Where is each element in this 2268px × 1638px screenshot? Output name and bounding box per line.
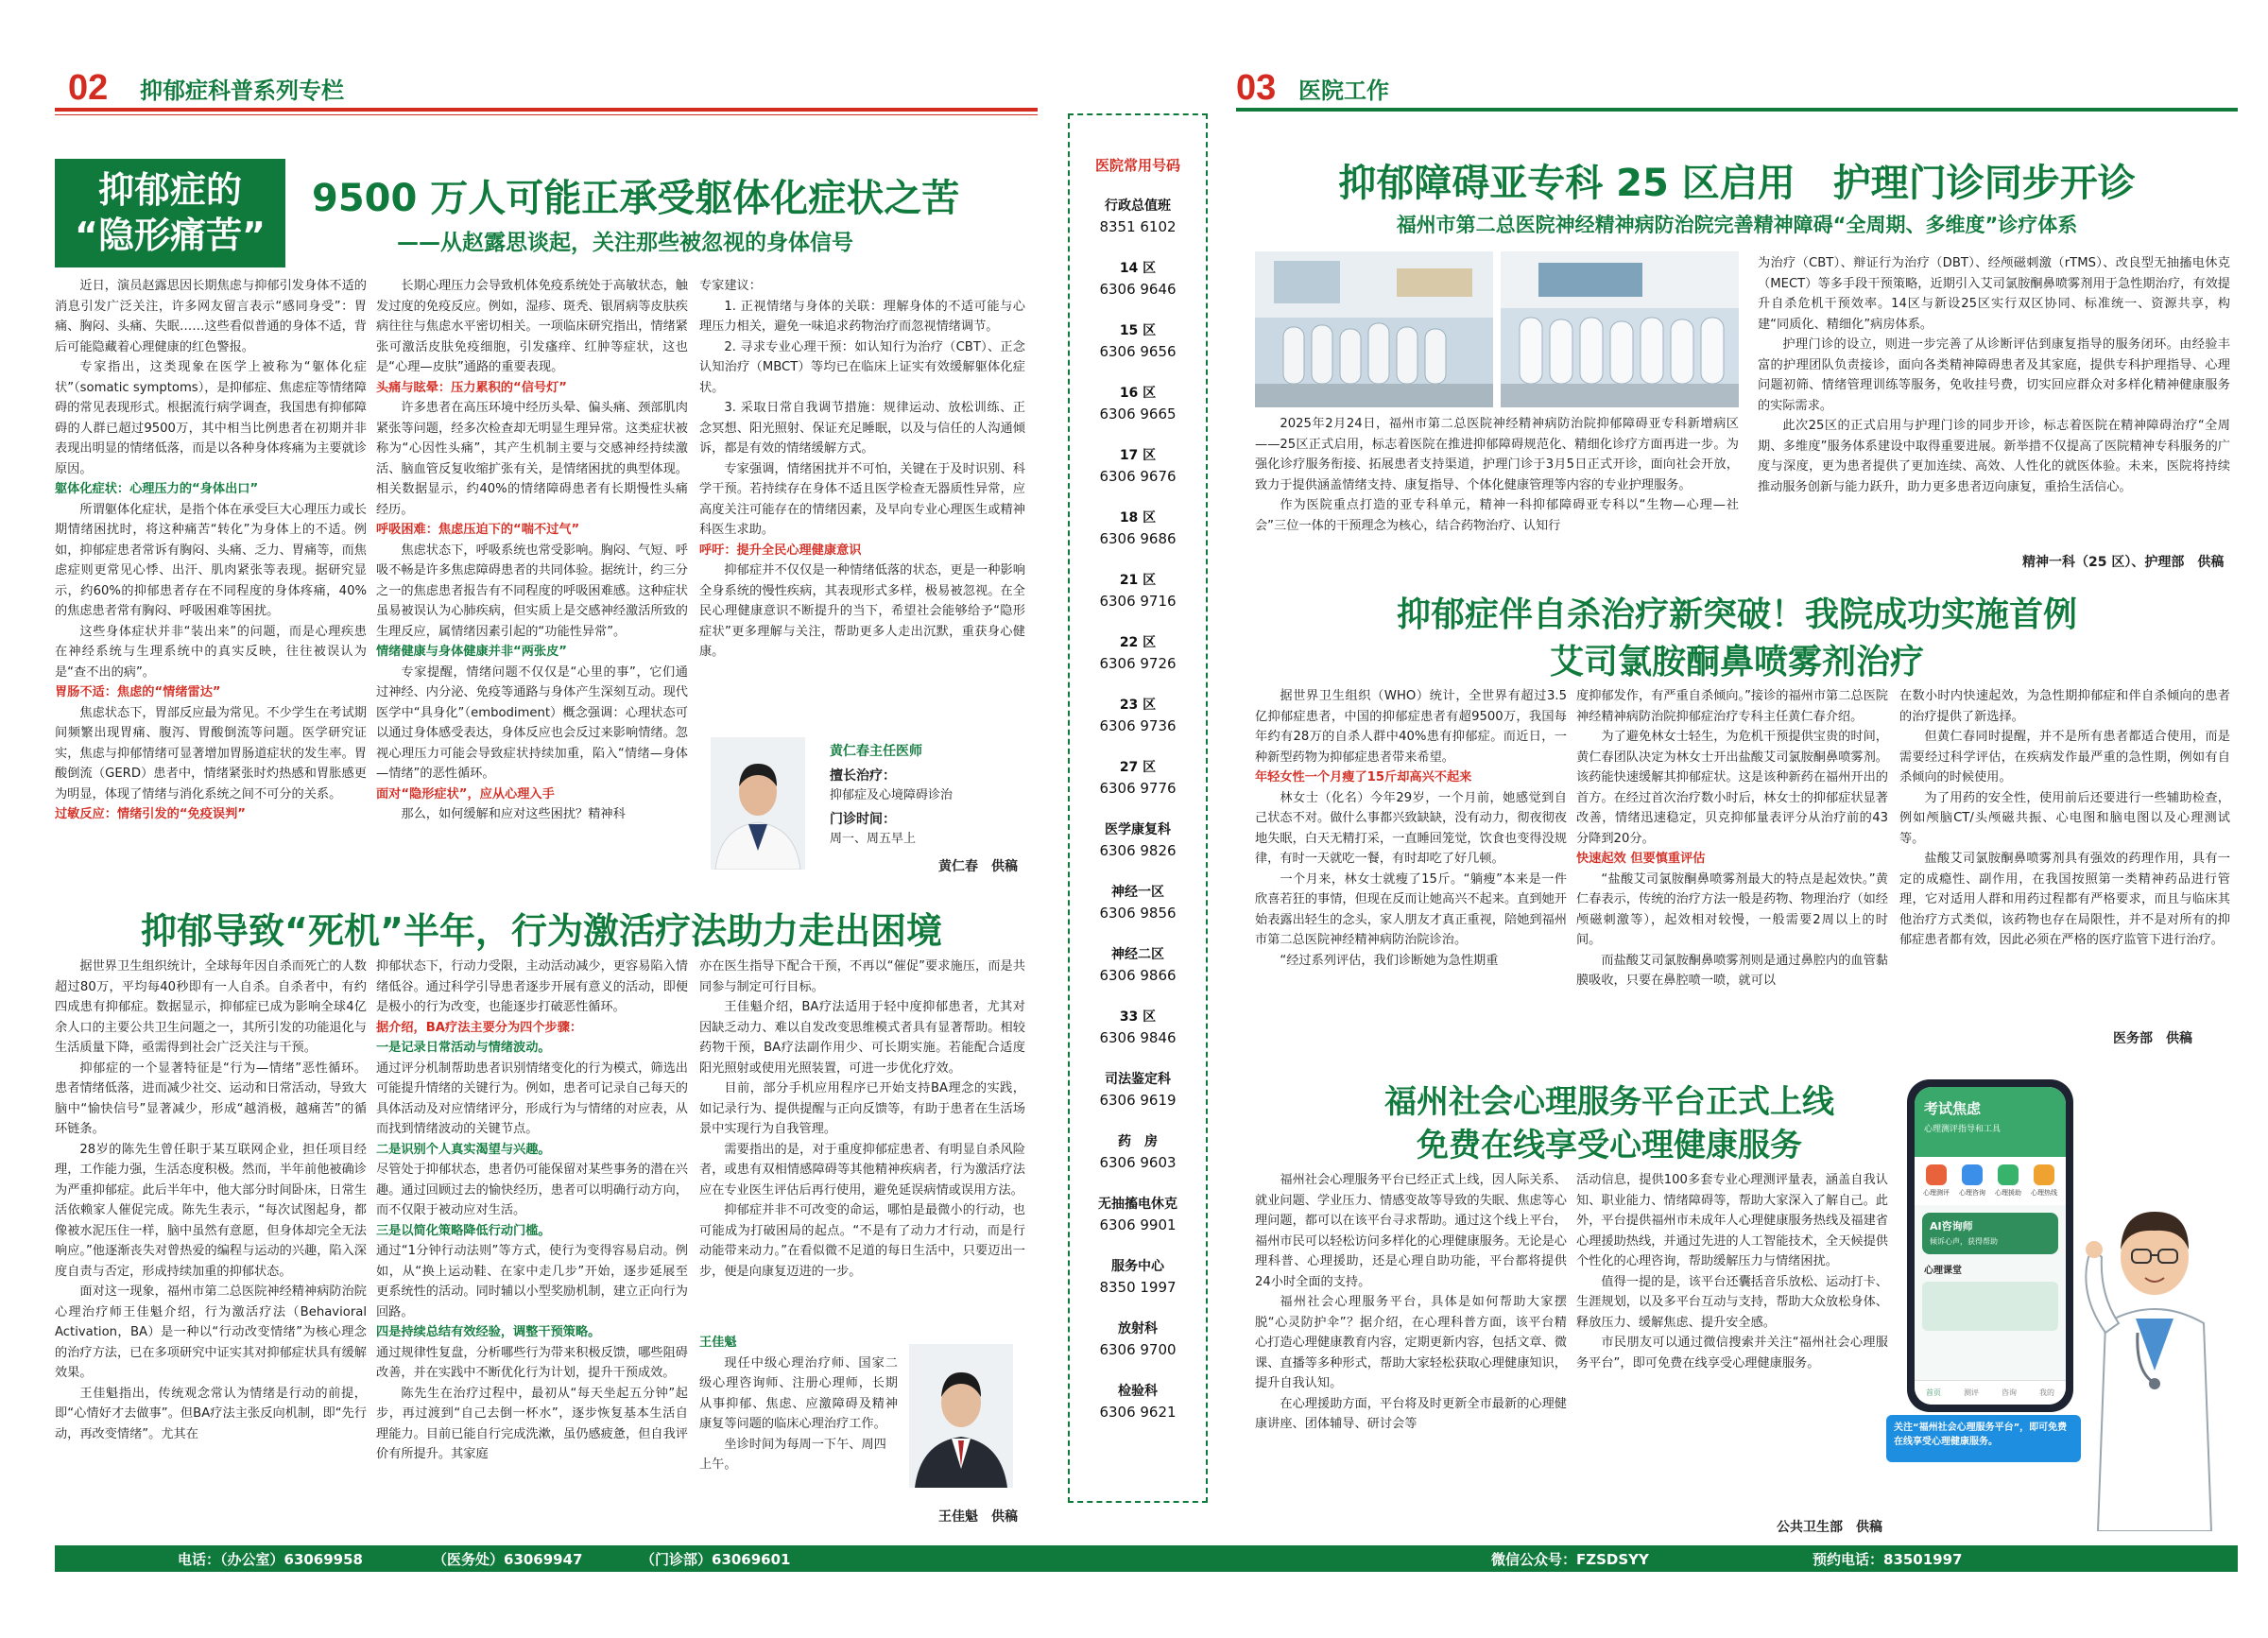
paragraph: 林女士（化名）今年29岁，一个月前，她感觉到自己状态不对。做什么事都兴致缺缺，没有动力，彻夜彻夜地失眠，白天无精打采，一直睡回笼觉，饮食也变得没规律，有时一天就吃一餐，有时却吃了好几顿。 — [1255, 790, 1567, 866]
article4-col3 — [1899, 686, 2230, 1008]
phone-entry — [1070, 819, 1206, 861]
phone-entry — [1070, 757, 1206, 799]
article5-title-line2: 免费在线享受心理健康服务 — [1417, 1127, 1802, 1164]
phone-entry-number: 6306 9726 — [1099, 655, 1177, 672]
paragraph: 值得一提的是，该平台还囊括音乐放松、运动打卡、生涯规划，以及多平台互动与支持，帮助大众放松身体、释放压力、缓解焦虑、提升安全感。 — [1576, 1274, 1888, 1330]
section-heading: 三是以简化策略降低行动门槛。 — [376, 1223, 551, 1238]
phone-entry-number: 6306 9846 — [1099, 1029, 1177, 1046]
app-header-title: 考试焦虑 — [1924, 1100, 1982, 1117]
article1-col3 — [699, 276, 1025, 718]
phone-entry-label: 21 区 — [1119, 573, 1157, 588]
paragraph: 抑郁症并不仅仅是一种情绪低落的状态，更是一种影响全身系统的慢性疾病，其表现形式多样，极易被忽视。在全民心理健康意识不断提升的当下，希望社会能够给予“隐形症状”更多理解与关注，帮助更多人走出沉默，重获身心健康。 — [699, 563, 1025, 659]
phone-entry-number: 6306 9826 — [1099, 842, 1177, 859]
phone-entry-label: 放射科 — [1118, 1321, 1158, 1336]
doctor-photo-wang — [909, 1344, 1013, 1488]
app-menu-item[interactable] — [1918, 1164, 1954, 1198]
phone-entry — [1070, 882, 1206, 923]
phone-entry-label: 神经一区 — [1111, 885, 1164, 900]
paragraph: 为了避免林女士轻生，为危机干预提供宝贵的时间，黄仁春团队决定为林女士开出盐酸艾司氯胺酮鼻喷雾剂。该药能快速缓解其抑郁症状。这是该种新药在福州开出的首方。在经过首次治疗数小时后，林女士的抑郁症状显著改善，情绪迅速稳定，贝克抑郁量表评分从治疗前的43分降到20分。 — [1576, 730, 1888, 846]
phone-entry — [1070, 1131, 1206, 1173]
paragraph: 2. 寻求专业心理干预：如认知行为治疗（CBT）、正念认知治疗（MBCT）等均已在临床上证实有效缓解躯体化症状。 — [699, 339, 1025, 395]
article1-subtitle: ——从赵露思谈起，关注那些被忽视的身体信号 — [397, 231, 853, 255]
phone-entry-label: 医学康复科 — [1105, 822, 1171, 837]
doctor-spec-label: 擅长治疗： — [830, 768, 896, 784]
app-course-banner[interactable] — [1922, 1282, 2058, 1331]
phone-entry-number: 6306 9866 — [1099, 967, 1177, 984]
paragraph: 抑郁症并非不可改变的命运，哪怕是最微小的行动，也可能成为打破困局的起点。“不是有了动力才行动，而是行动能带来动力。”在看似微不足道的每日生活中，只要迈出一步，便是向康复迈进的一步。 — [699, 1203, 1025, 1279]
paragraph: 通过评分机制帮助患者识别情绪变化的行为模式，筛选出可能提升情绪的关键行为。例如，患者可记录自己每天的具体活动及对应情绪评分，形成行为与情绪的对应表，从而找到情绪波动的关键节点。 — [376, 1060, 688, 1136]
phone-directory-list — [1070, 196, 1206, 1422]
section-heading: 一是记录日常活动与情绪波动。 — [376, 1041, 551, 1055]
paragraph: 抑郁状态下，行动力受限，主动活动减少，更容易陷入情绪低谷。通过科学引导患者逐步开展有意义的活动，即便是极小的行为改变，也能逐步打破恶性循环。 — [376, 959, 688, 1014]
paragraph: “盐酸艾司氯胺酮鼻喷雾剂最大的特点是起效快。”黄仁春表示，传统的治疗方法一般是药物、物理治疗（如经颅磁刺激等），起效相对较慢，一般需要2周以上的时间。 — [1576, 871, 1888, 947]
phone-entry — [1070, 1381, 1206, 1422]
phone-entry — [1070, 445, 1206, 487]
section-heading: 呼吸困难：焦虑压迫下的“喘不过气” — [376, 523, 580, 537]
paragraph: “经过系列评估，我们诊断她为急性期重 — [1280, 953, 1499, 968]
phone-entry-label: 17 区 — [1119, 448, 1157, 463]
app-ai-card-title: AI咨询师 — [1930, 1220, 1973, 1233]
paragraph: 王佳魁指出，传统观念常认为情绪是行动的前提，即“心情好才去做事”。但BA疗法主张反向机制，即“先行动，再改变情绪”。尤其在 — [55, 1386, 367, 1441]
section-heading: 过敏反应：情绪引发的“免疫误判” — [55, 807, 246, 821]
paragraph: 28岁的陈先生曾任职于某互联网企业，担任项目经理，工作能力强，生活态度积极。然而，半年前他被确诊为严重抑郁症。此后半年中，他大部分时间卧床，日常生活依赖家人催促完成。陈先生表示，“每次试图起身，都像被水泥压住一样，脑中虽然有意愿，但身体却完全无法响应。”他逐渐丧失对曾热爱的编程与运动的兴趣，陷入深度自责与否定，形成持续加重的抑郁状态。 — [55, 1142, 367, 1279]
cartoon-doctor — [2079, 1134, 2230, 1531]
footer-phone-office: 电话：（办公室）63069958 — [178, 1551, 363, 1568]
paragraph: 据世界卫生组织统计，全球每年因自杀而死亡的人数超过80万，平均每40秒即有一人自杀。自杀者中，有约四成患有抑郁症。数据显示，抑郁症已成为影响全球4亿余人口的主要公共卫生问题之一，其所引发的功能退化与生活质量下降，亟需得到社会广泛关注与干预。 — [55, 959, 367, 1055]
article3-subtitle: 福州市第二总医院神经精神病防治院完善精神障碍“全周期、多维度”诊疗体系 — [1396, 214, 2078, 236]
app-ai-card-subtitle: 倾诉心声，获得帮助 — [1930, 1237, 1998, 1246]
section-heading: 四是持续总结有效经验，调整干预策略。 — [376, 1325, 601, 1339]
right-page-number: 03 — [1236, 68, 1277, 108]
article5-col2 — [1576, 1170, 1888, 1416]
paragraph: 长期心理压力会导致机体免疫系统处于高敏状态，触发过度的免疫反应。例如，湿疹、斑秃、银屑病等皮肤疾病往往与焦虑水平密切相关。一项临床研究指出，情绪紧张可激活皮肤免疫细胞，引发瘙痒、红肿等症状，这也是“心理—皮肤”通路的重要表现。 — [376, 279, 688, 374]
paragraph: 在数小时内快速起效，为急性期抑郁症和伴自杀倾向的患者的治疗提供了新选择。 — [1899, 689, 2230, 724]
app-menu-item[interactable] — [1990, 1164, 2026, 1198]
doctor-spec: 抑郁症及心境障碍诊治 — [830, 788, 954, 802]
phone-entry — [1070, 695, 1206, 736]
app-menu-grid — [1915, 1157, 2066, 1205]
doctor-portrait-icon — [711, 737, 805, 870]
footer-bar — [55, 1545, 2238, 1572]
paragraph: 焦虑状态下，胃部反应最为常见。不少学生在考试期间频繁出现胃痛、腹泻、胃酸倒流等问题。医学研究证实，焦虑与抑郁情绪可显著增加胃肠道症状的发生率。胃酸倒流（GERD）患者中，情绪紧张时灼热感和胃胀感更为明显，体现了情绪与消化系统之间不可分的关系。 — [55, 705, 367, 802]
section-heading: 胃肠不适：焦虑的“情绪雷达” — [55, 685, 221, 699]
article4-title-line2: 艾司氯胺酮鼻喷雾剂治疗 — [1549, 643, 1924, 681]
phone-entry-label: 14 区 — [1119, 261, 1157, 276]
phone-entry-number: 8350 1997 — [1099, 1279, 1177, 1296]
phone-entry-label: 18 区 — [1119, 510, 1157, 526]
phone-entry-number: 6306 9621 — [1099, 1404, 1177, 1421]
paragraph: 通过规律性复盘，分析哪些行为带来积极反馈，哪些阻碍改善，并在实践中不断优化行为计划，提升干预成效。 — [376, 1345, 688, 1380]
paragraph: 面对这一现象，福州市第二总医院神经精神病防治院心理治疗师王佳魁介绍，行为激活疗法（Behavioral Activation，BA）是一种以“行动改变情绪”为核心理念的治疗方法，已在多项研究中证实其对抑郁症状具有缓解效果。 — [55, 1285, 367, 1380]
phone-entry-number: 6306 9656 — [1099, 343, 1177, 360]
paragraph: 通过“1分钟行动法则”等方式，使行为变得容易启动。例如，从“换上运动鞋、在家中走几步”开始，逐步延展至更系统性的活动。同时辅以小型奖励机制，建立正向行为回路。 — [376, 1244, 688, 1319]
paragraph: 盐酸艾司氯胺酮鼻喷雾剂具有强效的药理作用，具有一定的成瘾性、副作用，在我国按照第一类精神药品进行管理，它对适用人群和用药过程都有严格要求，而且与临床其他治疗方式类似，该药物也存在局限性，并不是对所有的抑郁症患者都有效，因此必须在严格的医疗监管下进行治疗。 — [1899, 852, 2230, 947]
right-page-title: 医院工作 — [1298, 78, 1389, 104]
phone-entry-number: 6306 9676 — [1099, 468, 1177, 485]
badge-box — [55, 159, 285, 267]
doctor-bio-wang: 现任中级心理治疗师、国家二级心理咨询师、注册心理师，长期从事抑郁、焦虑、应激障碍及精神康复等问题的临床心理治疗工作。 — [699, 1355, 898, 1431]
app-nav-tab[interactable]: 咨询 — [2002, 1388, 2017, 1397]
paragraph: 而盐酸艾司氯胺酮鼻喷雾剂则是通过鼻腔内的血管黏膜吸收，只要在鼻腔喷一喷，就可以 — [1576, 953, 1888, 988]
paragraph: 活动信息，提供100多套专业心理测评量表，涵盖自我认知、职业能力、情绪障碍等，帮助大家深入了解自己。此外，平台提供福州市未成年人心理健康服务热线及福建省心理援助热线，并通过先进的人工智能技术，全天候提供个性化的心理咨询，帮助缓解压力与情绪困扰。 — [1576, 1173, 1888, 1268]
article2-col1 — [55, 957, 367, 1535]
doctor-photo-huang — [711, 737, 805, 870]
phone-entry — [1070, 1256, 1206, 1298]
left-page-number: 02 — [68, 68, 109, 108]
paragraph: 护理门诊的设立，则进一步完善了从诊断评估到康复指导的服务闭环。由经验丰富的护理团队负责接诊，面向各类精神障碍患者及其家庭，提供专科护理指导、心理问题初筛、情绪管理训练等服务，免收挂号费，切实回应群众对多样化精神健康服务的实际需求。 — [1758, 337, 2230, 413]
paragraph: 一个月来，林女士就瘦了15斤。“躺瘦”本来是一件欣喜若狂的事情，但现在反而让她高兴不起来。直到她开始表露出轻生的念头，家人朋友才真正重视，陪她到福州市第二总医院神经精神病防治院诊治。 — [1255, 871, 1567, 947]
paragraph: 许多患者在高压环境中经历头晕、偏头痛、颈部肌肉紧张等问题，经多次检查却无明显生理异常。这类症状被称为“心因性头痛”，其产生机制主要与交感神经持续激活、脑血管反复收缩扩张有关，是情绪困扰的典型体现。相关数据显示，约40%的情绪障碍患者有长期慢性头痛经历。 — [376, 401, 688, 517]
app-bottom-nav — [1915, 1380, 2066, 1405]
article3-credit: 精神一科（25 区）、护理部 供稿 — [2022, 555, 2225, 570]
app-ai-card[interactable] — [1922, 1213, 2058, 1254]
app-menu-label: 心理热线 — [2031, 1189, 2057, 1197]
article2-title: 抑郁导致“死机”半年，行为激活疗法助力走出困境 — [141, 910, 942, 952]
article3-title: 抑郁障碍亚专科 25 区启用 护理门诊同步开诊 — [1338, 162, 2136, 205]
section-heading: 年轻女性一个月瘦了15斤却高兴不起来 — [1255, 770, 1472, 785]
phone-entry — [1070, 1007, 1206, 1048]
paragraph: 2025年2月24日，福州市第二总医院神经精神病防治院抑郁障碍亚专科新增病区——25区正式启用，标志着医院在推进抑郁障碍规范化、精细化诊疗方面再进一步。为强化诊疗服务衔接、拓展患者支持渠道，护理门诊于3月5日正式开诊，面向社会开放，致力于提供涵盖情绪支持、康复指导、个体化健康管理等内容的专业护理服务。 — [1255, 417, 1739, 492]
phone-entry — [1070, 196, 1206, 237]
paragraph: 3. 采取日常自我调节措施：规律运动、放松训练、正念冥想、阳光照射、保证充足睡眠，以及与信任的人沟通倾诉，都是有效的情绪缓解方式。 — [699, 401, 1025, 456]
doctor-time: 周一、周五早上 — [830, 832, 917, 846]
app-menu-icon — [1962, 1164, 1983, 1185]
paragraph: 那么，如何缓解和应对这些困扰？精神科 — [401, 807, 626, 821]
section-heading: 躯体化症状：心理压力的“身体出口” — [55, 482, 259, 496]
phone-entry-number: 6306 9736 — [1099, 717, 1177, 734]
paragraph: 为治疗（CBT）、辩证行为治疗（DBT）、经颅磁刺激（rTMS）、改良型无抽搐电休克（MECT）等多手段干预策略，近期引入艾司氯胺酮鼻喷雾剂用于急性期治疗，有效提升自杀危机干预效率。14区与新设25区实行双区协同、标准统一、资源共享，构建“同质化、精细化”病房体系。 — [1758, 256, 2230, 332]
phone-entry-label: 23 区 — [1119, 698, 1157, 713]
article3-col-right — [1758, 253, 2230, 548]
article1-col1 — [55, 276, 367, 879]
doctor-portrait-icon — [909, 1344, 1013, 1488]
section-heading: 快速起效 但要慎重评估 — [1576, 852, 1706, 866]
doctor-card-huang — [699, 728, 1025, 879]
phone-entry-number: 6306 9619 — [1099, 1092, 1177, 1109]
article2-credit: 王佳魁 供稿 — [938, 1509, 1018, 1525]
app-nav-tab[interactable]: 测评 — [1964, 1388, 1979, 1397]
left-header-rule-thin — [55, 114, 1038, 115]
doctor-time-label: 门诊时间： — [830, 812, 896, 827]
phone-entry-label: 33 区 — [1119, 1009, 1157, 1025]
left-header-rule — [55, 108, 1038, 112]
ward-photo-2 — [1501, 251, 1739, 407]
article5-credit: 公共卫生部 供稿 — [1777, 1520, 1882, 1535]
phone-entry-label: 无抽搐电休克 — [1098, 1197, 1177, 1212]
phone-entry-label: 药 房 — [1118, 1134, 1158, 1149]
article2-col3 — [699, 957, 1025, 1325]
phone-entry-number: 6306 9646 — [1099, 281, 1177, 298]
phone-entry-number: 6306 9856 — [1099, 905, 1177, 922]
nursing-clinic-image — [1501, 251, 1739, 407]
paragraph: 尽管处于抑郁状态，患者仍可能保留对某些事务的潜在兴趣。通过回顾过去的愉快经历，患者可以明确行动方向，而不仅限于被动应对生活。 — [376, 1163, 688, 1217]
article3-col-left — [1255, 414, 1739, 575]
cartoon-doctor-icon — [2079, 1134, 2230, 1531]
section-heading: 面对“隐形症状”，应从心理入手 — [376, 786, 555, 802]
doctor-info-wang — [699, 1333, 898, 1475]
doctor-time-wang: 坐诊时间为每周一下午、周四上午。 — [699, 1437, 886, 1472]
article2-col2 — [376, 957, 688, 1535]
phone-entry-label: 检验科 — [1118, 1384, 1158, 1399]
paragraph: 作为医院重点打造的亚专科单元，精神一科抑郁障碍亚专科以“生物—心理—社会”三位一体的干预理念为核心，结合药物治疗、认知行 — [1255, 498, 1739, 533]
phone-entry-label: 15 区 — [1119, 323, 1157, 338]
article4-col1 — [1255, 686, 1567, 1049]
phone-entry-label: 服务中心 — [1111, 1259, 1164, 1274]
ward-opening-image — [1255, 251, 1493, 407]
app-menu-label: 心理援助 — [1995, 1189, 2021, 1197]
phone-entry — [1070, 1319, 1206, 1360]
paragraph: 专家提醒，情绪问题不仅仅是“心里的事”，它们通过神经、内分泌、免疫等通路与身体产生深刻互动。现代医学中“具身化”（embodiment）概念强调：心理状态可以通过身体感受表达，身体反应也会反过来影响情绪。忽视心理压力可能会导致症状持续加重，陷入“情绪—身体—情绪”的恶性循环。 — [376, 664, 688, 781]
paragraph: 但黄仁春同时提醒，并不是所有患者都适合使用，而是需要经过科学评估，在疾病发作最严重的急性期，例如有自杀倾向的时候使用。 — [1899, 730, 2230, 785]
phone-entry-number: 6306 9901 — [1099, 1216, 1177, 1233]
article1-credit: 黄仁春 供稿 — [938, 859, 1018, 874]
section-heading: 情绪健康与身体健康并非“两张皮” — [376, 645, 567, 659]
paragraph: 王佳魁介绍，BA疗法适用于轻中度抑郁患者，尤其对因缺乏动力、难以自发改变思维模式者具有显著帮助。相较药物干预，BA疗法副作用少、可长期实施。若能配合适度阳光照射或使用光照装置，可进一步优化疗效。 — [699, 1000, 1025, 1076]
paragraph: 这些身体症状并非“装出来”的问题，而是心理疾患在神经系统与生理系统中的真实反映，往往被误认为是“查不出的病”。 — [55, 624, 367, 680]
paragraph: 此次25区的正式启用与护理门诊的同步开诊，标志着医院在精神障碍治疗“全周期、多维度”服务体系建设中取得重要进展。新举措不仅提高了医院精神专科服务的广度与深度，更为患者提供了更加连续、高效、人性化的就医体验。未来，医院将持续推动服务创新与能力跃升，助力更多患者迈向康复，重拾生活信心。 — [1758, 419, 2230, 494]
article1-col2 — [376, 276, 688, 879]
paragraph: 为了用药的安全性，使用前后还要进行一些辅助检查，例如颅脑CT/头颅磁共振、心电图和脑电图以及心理测试等。 — [1899, 790, 2230, 846]
section-heading: 头痛与眩晕：压力累积的“信号灯” — [376, 380, 567, 395]
doctor-name-huang: 黄仁春主任医师 — [830, 744, 922, 759]
paragraph: 福州社会心理服务平台已经正式上线，因人际关系、就业问题、学业压力、情感变故等导致的失眠、焦虑等心理问题，都可以在该平台寻求帮助。通过这个线上平台，福州市民可以轻松访问多样化的心理健康服务。无论是心理科普、心理援助，还是心理自助功能，平台都将提供24小时全面的支持。 — [1255, 1173, 1567, 1289]
phone-entry-number: 6306 9716 — [1099, 593, 1177, 610]
app-screen — [1915, 1087, 2066, 1405]
phone-entry — [1070, 632, 1206, 674]
app-menu-icon — [1926, 1164, 1947, 1185]
phone-entry-number: 6306 9686 — [1099, 530, 1177, 547]
paragraph: 亦在医生指导下配合干预，不再以“催促”要求施压，而是共同参与制定可行目标。 — [699, 959, 1025, 994]
doctor-card-wang — [699, 1333, 1025, 1535]
phone-entry-label: 22 区 — [1119, 635, 1157, 650]
paragraph: 专家指出，这类现象在医学上被称为“躯体化症状”（somatic symptoms），是抑郁症、焦虑症等情绪障碍的常见表现形式。根据流行病学调查，我国患有抑郁障碍的人群已超过9500万，其中相当比例患者在初期并非表现出明显的情绪低落，而是以各种身体疼痛为主要就诊原因。 — [55, 360, 367, 476]
phone-entry — [1070, 1194, 1206, 1235]
article1-title: 9500 万人可能正承受躯体化症状之苦 — [312, 177, 960, 220]
article4-credit: 医务部 供稿 — [2113, 1031, 2192, 1046]
article5-col1 — [1255, 1170, 1567, 1535]
app-header-subtitle: 心理测评指导和工具 — [1924, 1125, 2002, 1134]
badge-line1: 抑郁症的 — [97, 169, 242, 211]
badge-line2: “隐形痛苦” — [75, 215, 266, 256]
ward-photo-1 — [1255, 251, 1493, 407]
app-menu-label: 心理咨询 — [1959, 1189, 1985, 1197]
paragraph: 所谓躯体化症状，是指个体在承受巨大心理压力或长期情绪困扰时，将这种痛苦“转化”为身体上的不适。例如，抑郁症患者常诉有胸闷、头痛、乏力、胃痛等，而焦虑症则更常见心悸、出汗、肌肉紧张等表现。据研究显示，约60%的抑郁患者存在不同程度的身体疼痛，40%的焦虑患者常有胸闷、呼吸困难等困扰。 — [55, 502, 367, 618]
phone-entry-label: 行政总值班 — [1105, 198, 1171, 214]
phone-entry-number: 6306 9700 — [1099, 1341, 1177, 1358]
phone-entry-label: 司法鉴定科 — [1105, 1072, 1171, 1087]
phone-entry — [1070, 508, 1206, 549]
footer-phone-medical: （医务处）63069947 — [433, 1551, 583, 1568]
doctor-name-wang: 王佳魁 — [699, 1336, 737, 1350]
phone-entry — [1070, 320, 1206, 362]
phone-entry-number: 8351 6102 — [1099, 218, 1177, 235]
section-heading: 呼吁：提升全民心理健康意识 — [699, 543, 862, 558]
article4-col2 — [1576, 686, 1888, 1049]
paragraph: 1. 正视情绪与身体的关联：理解身体的不适可能与心理压力相关，避免一味追求药物治疗而忽视情绪调节。 — [699, 299, 1025, 334]
paragraph: 福州社会心理服务平台，具体是如何帮助大家摆脱“心灵防护伞”？据介绍，在心理科普方面，该平台精心打造心理健康教育内容，定期更新内容，包括文章、微课、直播等多种形式，帮助大家轻松获取心理健康知识，提升自我认知。 — [1255, 1295, 1567, 1390]
footer-phone-clinic: （门诊部）63069601 — [641, 1551, 791, 1568]
phone-entry-number: 6306 9665 — [1099, 405, 1177, 422]
app-phone-mockup — [1907, 1079, 2073, 1412]
left-page-title: 抑郁症科普系列专栏 — [140, 78, 344, 104]
phone-directory-title: 医院常用号码 — [1094, 157, 1180, 174]
phone-entry — [1070, 944, 1206, 986]
footer-wechat: 微信公众号：FZSDSYY — [1491, 1551, 1649, 1568]
phone-entry-number: 6306 9776 — [1099, 780, 1177, 797]
paragraph: 抑郁症的一个显著特征是“行为—情绪”恶性循环。患者情绪低落，进而减少社交、运动和日常活动，导致大脑中“愉快信号”显著减少，形成“越消极，越痛苦”的循环链条。 — [55, 1060, 367, 1136]
app-menu-label: 心理测评 — [1923, 1189, 1950, 1197]
app-header — [1915, 1087, 2066, 1157]
app-promo-banner: 关注“福州社会心理服务平台”，即可免费在线享受心理健康服务。 — [1886, 1415, 2081, 1462]
app-menu-icon — [2034, 1164, 2054, 1185]
phone-directory — [1068, 113, 1208, 1503]
paragraph: 目前，部分手机应用程序已开始支持BA理念的实践，如记录行为、提供提醒与正向反馈等，有助于患者在生活场景中实现行为自我管理。 — [699, 1081, 1025, 1136]
phone-entry-label: 神经二区 — [1111, 947, 1164, 962]
app-menu-item[interactable] — [2026, 1164, 2062, 1198]
paragraph: 焦虑状态下，呼吸系统也常受影响。胸闷、气短、呼吸不畅是许多焦虑障碍患者的共同体验。据统计，约三分之一的焦虑患者报告有不同程度的呼吸困难感。这种症状虽易被误认为心肺疾病，但实质上是交感神经激活所致的生理反应，属情绪因素引起的“功能性异常”。 — [376, 543, 688, 639]
app-section-title: 心理课堂 — [1924, 1266, 1962, 1276]
phone-entry — [1070, 383, 1206, 424]
article4-title-line1: 抑郁症伴自杀治疗新突破！我院成功实施首例 — [1396, 595, 2077, 634]
phone-entry — [1070, 258, 1206, 300]
paragraph: 据世界卫生组织（WHO）统计，全世界有超过3.5亿抑郁症患者，中国的抑郁症患者有超9500万，我国每年约有28万的自杀人群中40%患有抑郁症。而近日，一种新型药物为抑郁症患者带来希望。 — [1255, 689, 1567, 765]
app-nav-tab[interactable]: 首页 — [1926, 1388, 1941, 1397]
app-nav-tab[interactable]: 我的 — [2039, 1388, 2054, 1397]
section-heading: 据介绍，BA疗法主要分为四个步骤： — [376, 1020, 583, 1035]
paragraph: 近日，演员赵露思因长期焦虑与抑郁引发身体不适的消息引发广泛关注，许多网友留言表示“感同身受”：胃痛、胸闷、头痛、失眠……这些看似普通的身体不适，背后可能隐藏着心理健康的红色警报。 — [55, 279, 367, 354]
paragraph: 市民朋友可以通过微信搜索并关注“福州社会心理服务平台”，即可免费在线享受心理健康服务。 — [1576, 1336, 1888, 1371]
section-heading: 二是识别个人真实渴望与兴趣。 — [376, 1142, 551, 1157]
phone-entry-number: 6306 9603 — [1099, 1154, 1177, 1171]
paragraph: 度抑郁发作，有严重自杀倾向。”接诊的福州市第二总医院神经精神病防治院抑郁症治疗专科主任黄仁春介绍。 — [1576, 689, 1888, 724]
phone-entry — [1070, 1069, 1206, 1111]
paragraph: 专家建议： — [699, 279, 762, 293]
app-menu-item[interactable] — [1954, 1164, 1990, 1198]
paragraph: 专家强调，情绪困扰并不可怕，关键在于及时识别、科学干预。若持续存在身体不适且医学检查无器质性异常，应高度关注可能存在的情绪因素，及早向专业心理医生或精神科医生求助。 — [699, 461, 1025, 537]
footer-appointment: 预约电话：83501997 — [1813, 1551, 1963, 1568]
paragraph: 在心理援助方面，平台将及时更新全市最新的心理健康讲座、团体辅导、研讨会等 — [1255, 1396, 1567, 1431]
paragraph: 需要指出的是，对于重度抑郁症患者、有明显自杀风险者，或患有双相情感障碍等其他精神疾病者，行为激活疗法应在专业医生评估后再行使用，避免延误病情或误用方法。 — [699, 1142, 1025, 1198]
app-menu-icon — [1998, 1164, 2019, 1185]
right-header-rule — [1236, 108, 2238, 112]
phone-entry-label: 27 区 — [1119, 760, 1157, 775]
article5-title-line1: 福州社会心理服务平台正式上线 — [1384, 1083, 1834, 1121]
phone-entry-label: 16 区 — [1119, 386, 1157, 401]
phone-entry — [1070, 570, 1206, 612]
paragraph: 陈先生在治疗过程中，最初从“每天坐起五分钟”起步，再过渡到“自己去倒一杯水”，逐步恢复基本生活自理能力。目前已能自行完成洗漱，虽仍感疲惫，但自我评价有所提升。其家庭 — [376, 1386, 688, 1461]
